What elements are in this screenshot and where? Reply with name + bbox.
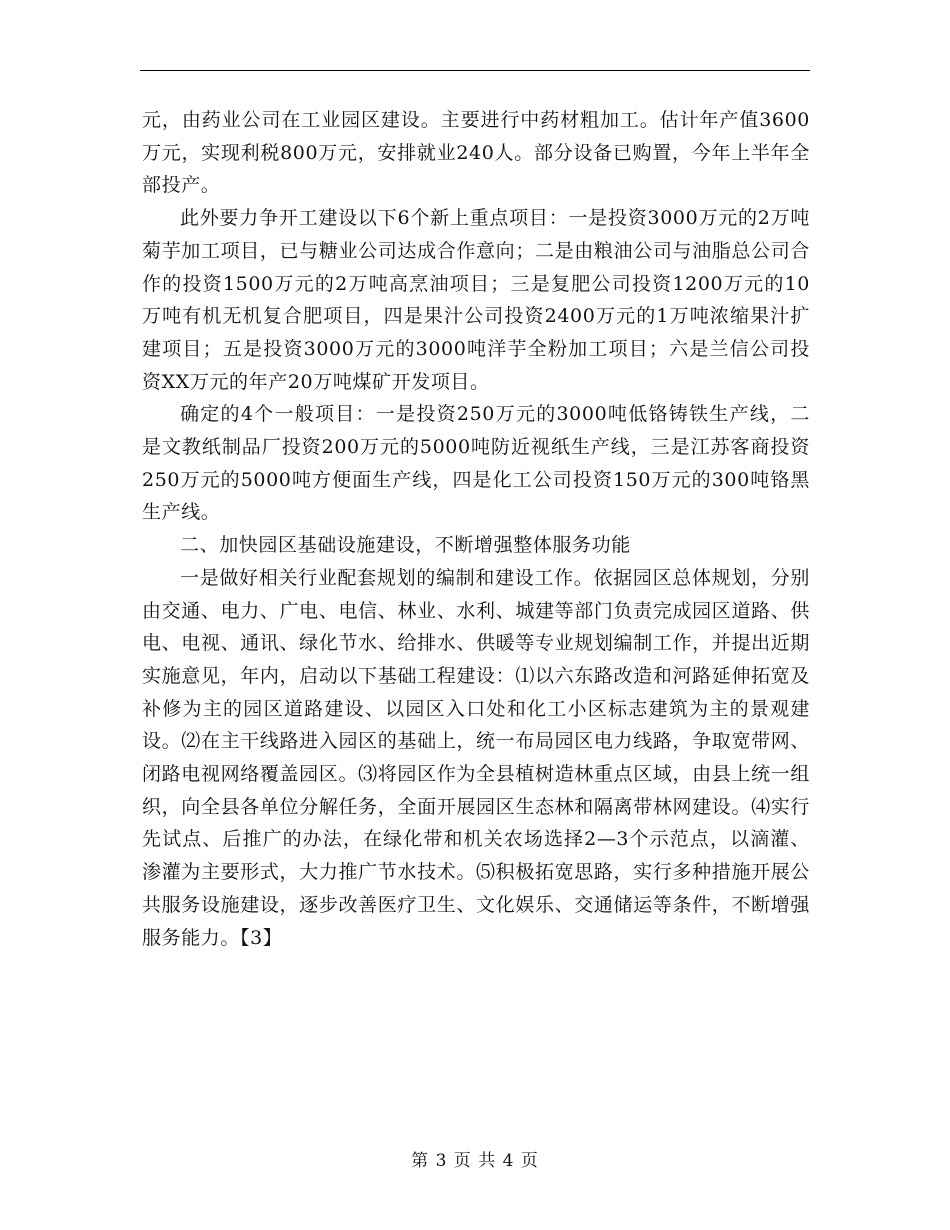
paragraph-2: 此外要力争开工建设以下6个新上重点项目：一是投资3000万元的2万吨菊芋加工项目，已与糖业公司达成合作意向；二是由粮油公司与油脂总公司合作的投资1500万元的2万吨高烹油项目；三是复肥公司投资1200万元的10万吨有机无机复合肥项目，四是果汁公司投资2400万元的1万吨浓缩果汁扩建项目；五是投资3000万元的3000吨洋芋全粉加工项目；六是兰信公司投资XX万元的年产20万吨煤矿开发项目。 bbox=[142, 207, 810, 393]
paragraph-1: 元，由药业公司在工业园区建设。主要进行中药材粗加工。估计年产值3600万元，实现利税800万元，安排就业240人。部分设备已购置，今年上半年全部投产。 bbox=[142, 109, 810, 197]
document-body bbox=[142, 104, 810, 954]
page-number-footer: 第 3 页 共 4 页 bbox=[411, 1151, 539, 1171]
paragraph-3: 确定的4个一般项目：一是投资250万元的3000吨低铬铸铁生产线，二是文教纸制品厂投资200万元的5000吨防近视纸生产线，三是江苏客商投资250万元的5000吨方便面生产线，四是化工公司投资150万元的300吨铬黑生产线。 bbox=[142, 403, 810, 524]
header-rule bbox=[140, 70, 810, 71]
section-heading: 二、加快园区基础设施建设，不断增强整体服务功能 bbox=[180, 534, 631, 557]
paragraph-4: 一是做好相关行业配套规划的编制和建设工作。依据园区总体规划，分别由交通、电力、广电、电信、林业、水利、城建等部门负责完成园区道路、供电、电视、通讯、绿化节水、给排水、供暖等专业规划编制工作，并提出近期实施意见，年内，启动以下基础工程建设：⑴以六东路改造和河路延伸拓宽及补修为主的园区道路建设、以园区入口处和化工小区标志建筑为主的景观建设。⑵在主干线路进入园区的基础上，统一布局园区电力线路，争取宽带网、闭路电视网络覆盖园区。⑶将园区作为全县植树造林重点区域，由县上统一组织，向全县各单位分解任务，全面开展园区生态林和隔离带林网建设。⑷实行先试点、后推广的办法，在绿化带和机关农场选择2—3个示范点，以滴灌、渗灌为主要形式，大力推广节水技术。⑸积极拓宽思路，实行多种措施开展公共服务设施建设，逐步改善医疗卫生、文化娱乐、交通储运等条件，不断增强服务能力。【3】 bbox=[142, 566, 810, 949]
